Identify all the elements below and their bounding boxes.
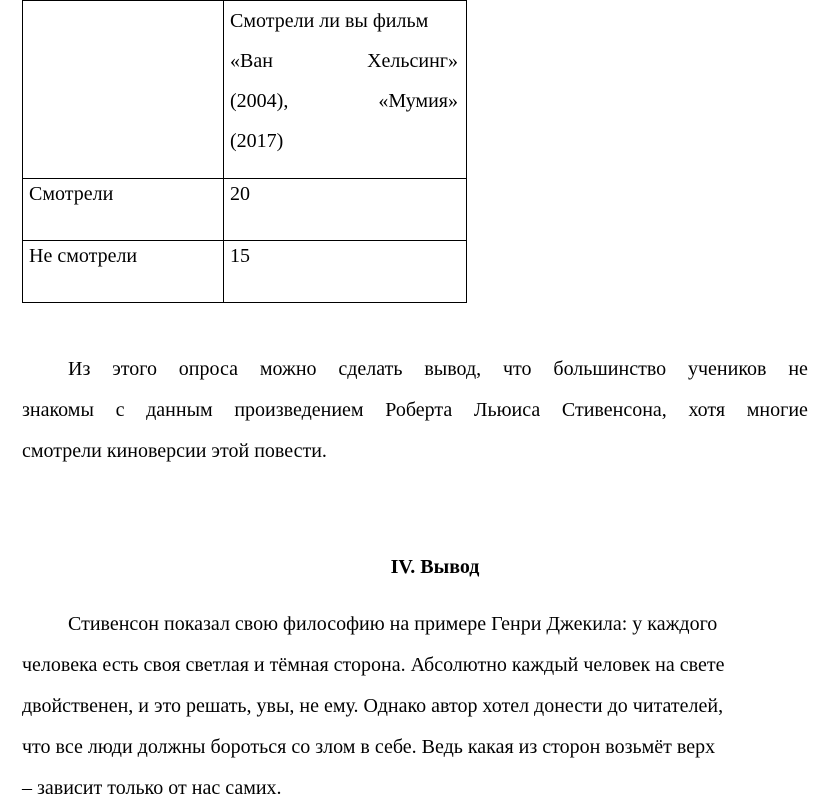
question-line [230, 81, 458, 121]
question-cell [224, 1, 467, 179]
paragraph-line: человека есть своя светлая и тёмная сторона. Абсолютно каждый человек на свете [22, 654, 725, 676]
row-label: Не смотрели [23, 241, 224, 303]
question-word: (2017) [230, 130, 284, 152]
question-line [230, 41, 458, 81]
paragraph-line: Стивенсон показал свою философию на примере Генри Джекила: у каждого [68, 613, 718, 635]
row-value: 20 [224, 179, 467, 241]
paragraph-line [22, 390, 808, 431]
paragraph-line: двойственен, и это решать, увы, не ему. Однако автор хотел донести до читателей, [22, 695, 724, 717]
word: многие [746, 399, 808, 421]
word: что [503, 358, 532, 380]
paragraph-line [22, 349, 808, 390]
word: можно [259, 358, 317, 380]
word: Из [68, 358, 91, 380]
paragraph-line: что все люди должны бороться со злом в себе. Ведь какая из сторон возьмёт верх [22, 736, 716, 758]
word: Льюиса [473, 399, 541, 421]
table-row [23, 241, 467, 303]
survey-conclusion-paragraph [22, 349, 808, 472]
word: опроса [178, 358, 238, 380]
row-value: 15 [224, 241, 467, 303]
word: знакомы [22, 399, 94, 421]
row-label: Смотрели [23, 179, 224, 241]
word: учеников [687, 358, 767, 380]
table-row [23, 179, 467, 241]
word: сделать [338, 358, 403, 380]
question-word: «Ван [230, 50, 273, 72]
word: данным [146, 399, 213, 421]
paragraph-line: смотрели киноверсии этой повести. [22, 440, 327, 462]
word: Стивенсона, [561, 399, 667, 421]
word: Роберта [385, 399, 453, 421]
word: этого [112, 358, 157, 380]
question-line [230, 121, 458, 161]
section-heading: IV. Вывод [390, 556, 480, 578]
question-line [230, 1, 458, 41]
question-word: «Мумия» [378, 90, 458, 112]
word: большинство [553, 358, 667, 380]
word: не [788, 358, 808, 380]
question-word: Смотрели ли вы фильм [230, 10, 429, 32]
question-word: Хельсинг» [367, 50, 458, 72]
word: произведением [234, 399, 364, 421]
word: с [115, 399, 125, 421]
table-corner-cell [23, 1, 224, 179]
word: хотя [688, 399, 726, 421]
word: вывод, [424, 358, 482, 380]
conclusion-paragraph [22, 604, 808, 809]
paragraph-line: – зависит только от нас самих. [22, 777, 282, 799]
table-header-row [23, 1, 467, 179]
survey-table [22, 0, 467, 303]
question-word: (2004), [230, 90, 289, 112]
